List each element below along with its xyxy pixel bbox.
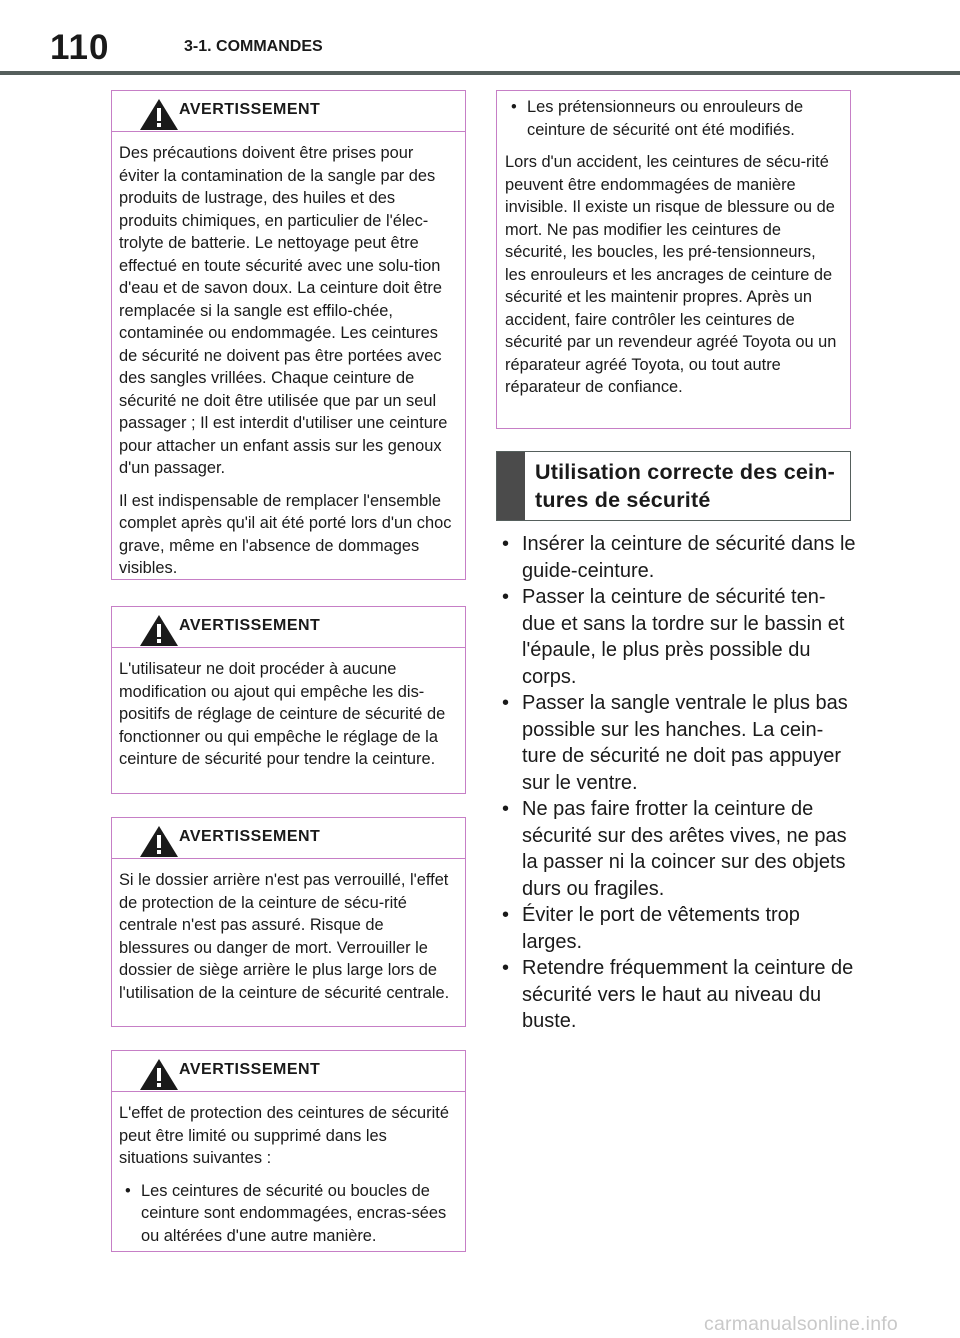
- warning-title: AVERTISSEMENT: [179, 1061, 321, 1078]
- page-number: 110: [50, 28, 110, 67]
- list-item: • Insérer la ceinture de sécurité dans le guide-ceinture.: [496, 531, 856, 584]
- warning-paragraph: L'effet de protection des ceintures de sécurité peut être limité ou supprimé dans les situations suivantes :: [119, 1104, 449, 1167]
- warning-title: AVERTISSEMENT: [179, 101, 321, 118]
- list-item: • Passer la sangle ventrale le plus bas possible sur les hanches. La cein-ture de sécurité ne doit pas appuyer sur le ventre.: [496, 690, 856, 796]
- list-item: • Passer la ceinture de sécurité ten-due et sans la tordre sur le bassin et l'épaule, le plus près possible du corps.: [496, 584, 856, 690]
- list-item: • Les prétensionneurs ou enrouleurs de ceinture de sécurité ont été modifiés.: [505, 96, 840, 141]
- warning-paragraph: Des précautions doivent être prises pour éviter la contamination de la sangle par des produits de lustrage, des huiles et des produits chimiques, en particulier de l'élec-trolyte de batterie. Le nettoyage peut être effectué en toute sécurité avec une solu-tion d'eau et de savon doux. La ceinture doit être remplacée si la sangle est effilo-chée, contaminée ou endommagée. Les ceintures de sécurité ne doivent pas être portées avec des sangles vrillées. Chaque ceinture de sécurité ne doit être utilisée que par un seul passager ; Il est interdit d'utiliser une ceinture pour attacher un enfant assis sur les genoux d'un passager.: [119, 144, 448, 477]
- warning-paragraph: Il est indispensable de remplacer l'ensemble complet après qu'il ait été porté lors d'un choc grave, même en l'absence de dommages visibles.: [119, 491, 452, 577]
- list-item: • Éviter le port de vêtements trop larges.: [496, 902, 856, 955]
- list-item: • Ne pas faire frotter la ceinture de sécurité sur des arêtes vives, ne pas la passer ni la coincer sur des objets durs ou fragiles.: [496, 796, 856, 902]
- warning-paragraph: Lors d'un accident, les ceintures de sécu-rité peuvent être endommagées de manière invisible. Il existe un risque de blessure ou de mort. Ne pas modifier les ceintures de sécurité, les boucles, les pré-tensionneurs, les enrouleurs et les ancrages de ceinture de sécurité et les maintenir propres. Après un accident, faire contrôler les ceintures de sécurité par un revendeur agréé Toyota ou un réparateur agréé Toyota, ou tout autre réparateur de confiance.: [505, 153, 837, 396]
- warning-title: AVERTISSEMENT: [179, 828, 321, 845]
- list-item: • Retendre fréquemment la ceinture de sécurité vers le haut au niveau du buste.: [496, 955, 856, 1035]
- watermark-text: carmanualsonline.info: [704, 1313, 898, 1335]
- section-heading: Utilisation correcte des cein-tures de sécurité: [535, 460, 835, 512]
- warning-title: AVERTISSEMENT: [179, 617, 321, 634]
- warning-paragraph: Si le dossier arrière n'est pas verrouillé, l'effet de protection de la ceinture de sécu-rité centrale n'est pas assuré. Risque de blessures ou danger de mort. Verrouiller le dossier de siège arrière le plus large lors de l'utilisation de la ceinture de sécurité centrale.: [119, 871, 450, 1002]
- section-title: 3-1. COMMANDES: [184, 38, 323, 55]
- warning-paragraph: L'utilisateur ne doit procéder à aucune modification ou ajout qui empêche les dis-positifs de réglage de ceinture de sécurité de fonctionner ou qui empêche le réglage de la ceinture de sécurité pour tendre la ceinture.: [119, 660, 446, 768]
- list-item: • Les ceintures de sécurité ou boucles de ceinture sont endommagées, encras-sées ou altérées d'une autre manière.: [119, 1180, 455, 1248]
